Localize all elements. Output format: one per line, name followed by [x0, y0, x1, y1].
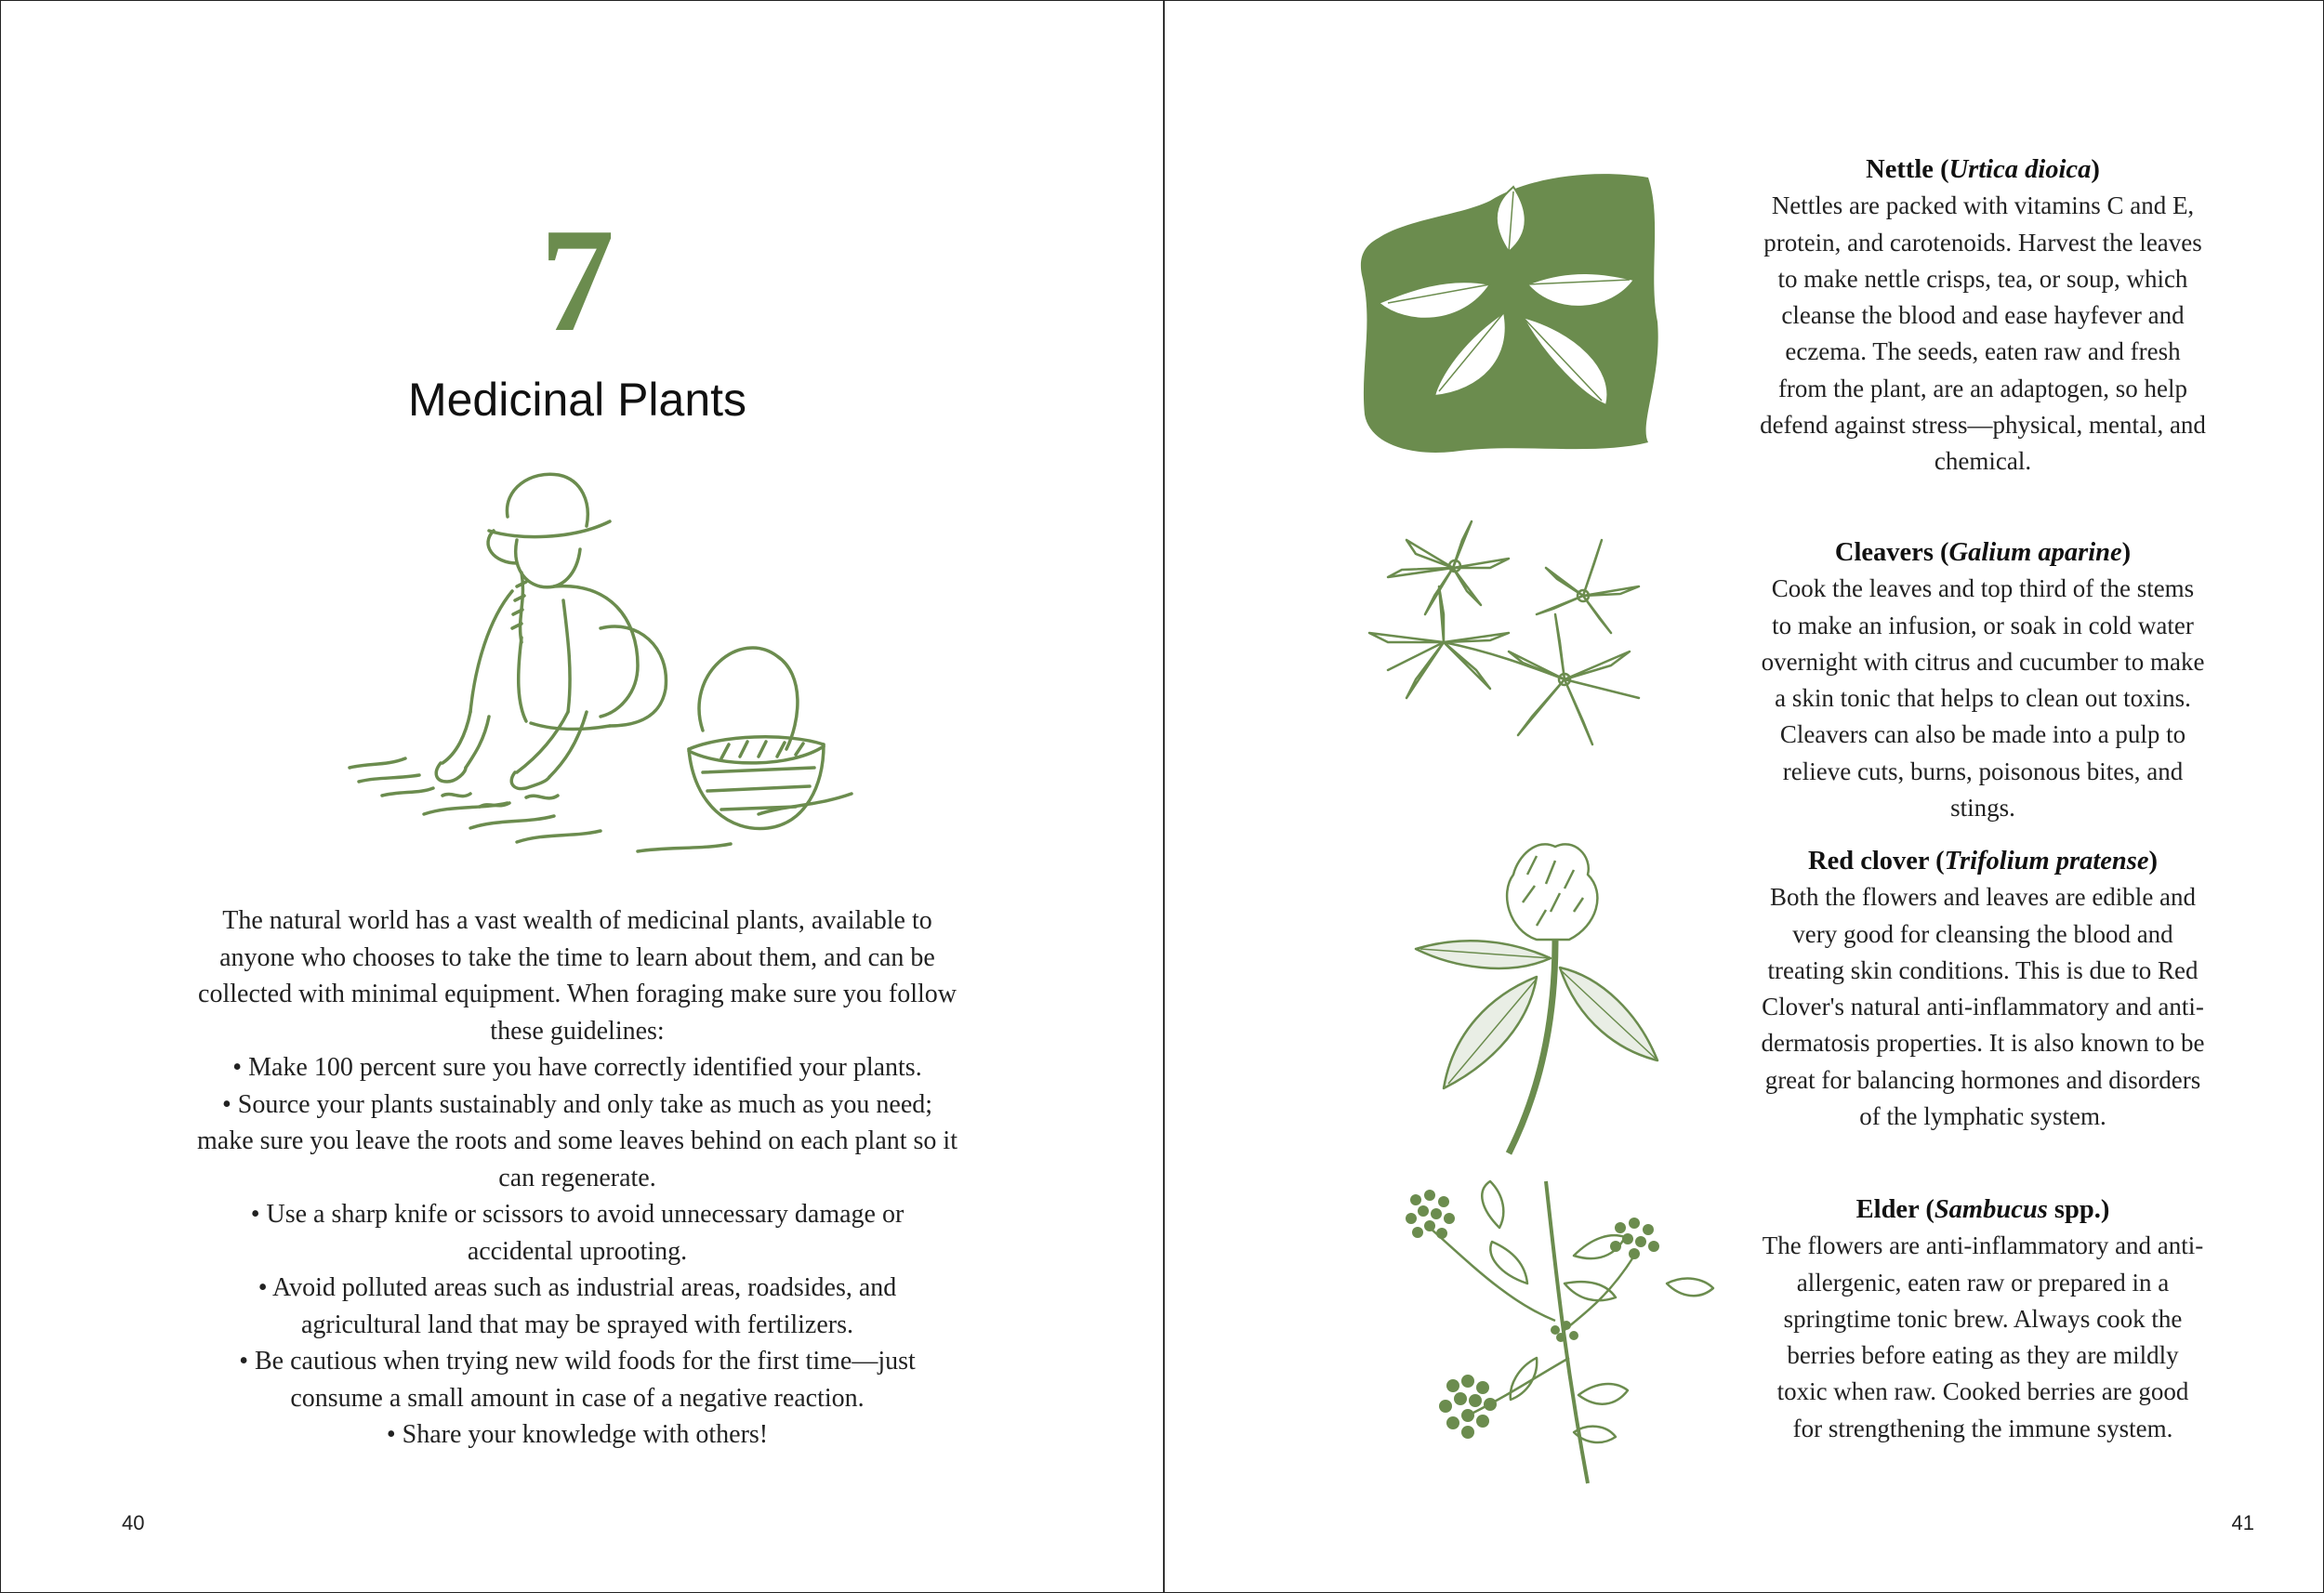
guideline-item: • Avoid polluted areas such as industrial areas, roadsides, and agricultural land that may be sprayed with fertilizers.: [257, 1273, 897, 1339]
chapter-number: 7: [540, 197, 614, 362]
guideline-item: • Use a sharp knife or scissors to avoid unnecessary damage or accidental uprooting.: [250, 1200, 905, 1266]
red-clover-illustration: [1397, 819, 1676, 1163]
plant-description: Nettles are packed with vitamins C and E, protein, and carotenoids. Harvest the leaves to make nettle crisps, tea, or soup, which cleanse the blood and ease hayfever and eczema. The seeds, eaten raw and fresh from the plant, are an adaptogen, so help defend against stress—physical, mental, and chemical.: [1760, 191, 2206, 476]
plant-entry-elder: [1760, 1191, 2206, 1447]
plant-latin-name: Galium aparine: [1948, 538, 2122, 567]
guideline-item: • Share your knowledge with others!: [386, 1420, 769, 1449]
left-page: [1, 1, 1163, 1592]
plant-name: Nettle: [1866, 155, 1934, 184]
guidelines-list: [196, 1049, 958, 1454]
plant-name: Red clover: [1807, 847, 1930, 875]
intro-paragraph: The natural world has a vast wealth of medicinal plants, available to anyone who chooses to take the time to learn about them, and can be collected with minimal equipment. When foraging make sure you follow these guidelines:: [198, 906, 957, 1046]
plant-latin-name: Trifolium pratense: [1944, 847, 2149, 875]
guideline-item: • Source your plants sustainably and only take as much as you need; make sure you leave the roots and some leaves behind on each plant so it can regenerate.: [197, 1089, 957, 1192]
page-number-left: 40: [122, 1511, 145, 1534]
plant-heading: Elder (Sambucus spp.): [1855, 1195, 2110, 1224]
plant-description: Both the flowers and leaves are edible and very good for cleansing the blood and treating skin conditions. This is due to Red Clover's natural anti-inflammatory and anti-dermatosis properties. It is also known to be great for balancing hormones and disorders of the lymphatic system.: [1761, 883, 2205, 1131]
plant-entry-red-clover: [1760, 843, 2206, 1135]
plant-latin-name: Urtica dioica: [1948, 155, 2092, 184]
plant-entry-cleavers: [1760, 534, 2206, 826]
plant-latin-name: Sambucus: [1934, 1195, 2048, 1224]
plant-latin-suffix: spp.: [2053, 1195, 2101, 1224]
plant-heading: Red clover (Trifolium pratense): [1807, 847, 2159, 875]
plant-entry-nettle: [1760, 151, 2206, 481]
cleavers-illustration: [1351, 512, 1667, 763]
elder-illustration: [1388, 1172, 1723, 1488]
chapter-title: Medicinal Plants: [407, 374, 747, 426]
plant-heading: Cleavers (Galium aparine): [1834, 538, 2132, 567]
forager-illustration: [331, 461, 865, 870]
plant-description: The flowers are anti-inflammatory and anti-allergenic, eaten raw or prepared in a springtime tonic brew. Always cook the berries before eating as they are mildly toxic when raw. Cooked berries are good for strengthening the immune system.: [1762, 1231, 2204, 1442]
intro-text-block: [196, 902, 958, 1454]
plant-name: Elder: [1855, 1195, 1920, 1224]
right-page: [1165, 1, 2323, 1592]
guideline-item: • Make 100 percent sure you have correctly identified your plants.: [232, 1053, 922, 1082]
plant-heading: Nettle (Urtica dioica): [1866, 155, 2100, 184]
page-number-right: 41: [2231, 1511, 2254, 1534]
plant-description: Cook the leaves and top third of the stems to make an infusion, or soak in cold water overnight with citrus and cucumber to make a skin tonic that helps to clean out toxins. Cleavers can also be made into a pulp to relieve cuts, burns, poisonous bites, and stings.: [1761, 574, 2205, 823]
guideline-item: • Be cautious when trying new wild foods for the first time—just consume a small amount in case of a negative reaction.: [239, 1347, 916, 1413]
nettle-illustration: [1351, 164, 1667, 461]
plant-name: Cleavers: [1834, 538, 1934, 567]
